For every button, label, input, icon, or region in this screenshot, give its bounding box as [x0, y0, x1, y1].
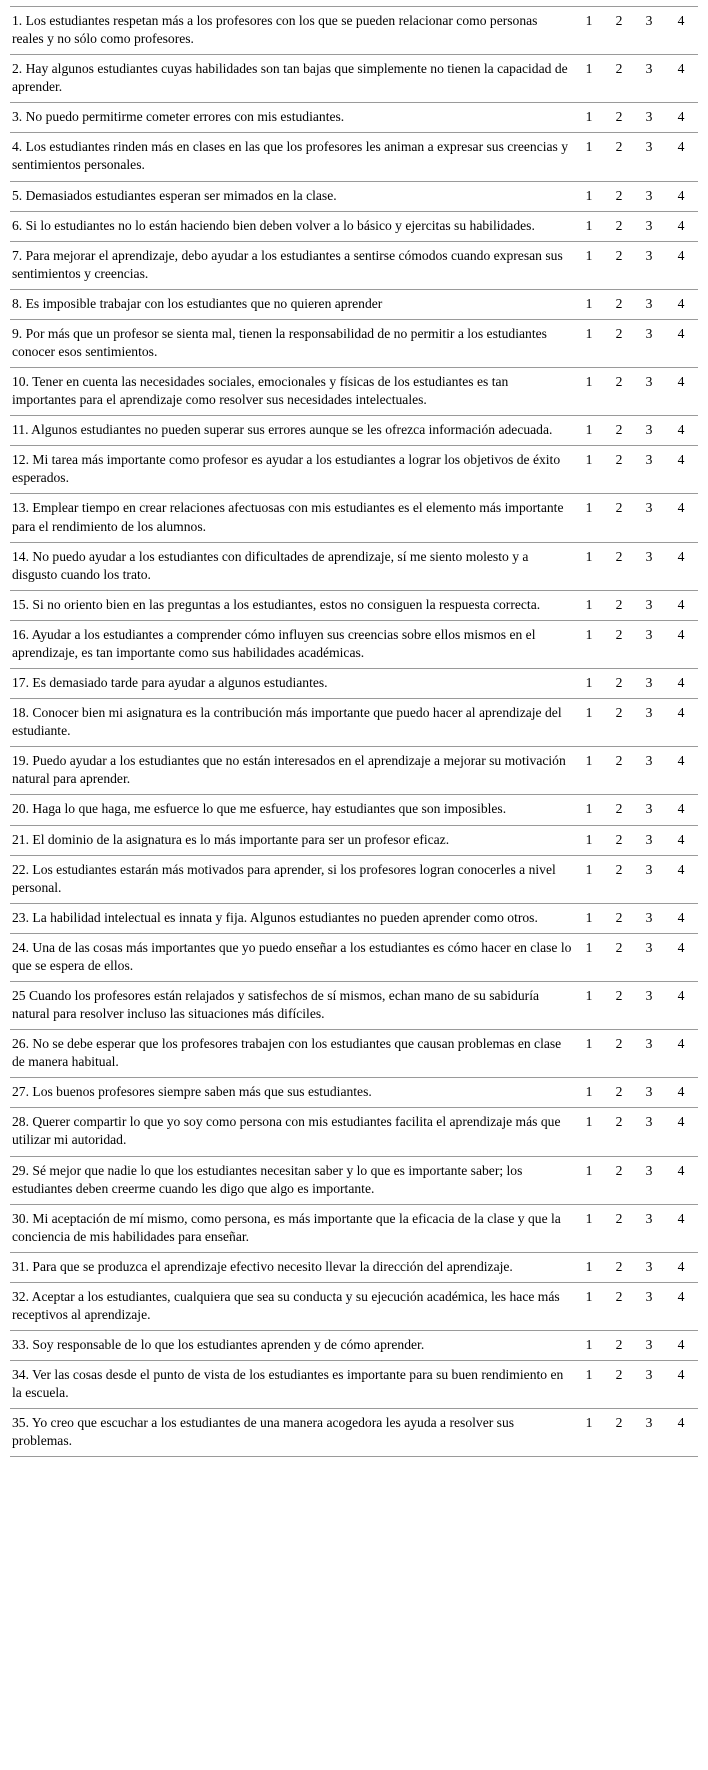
scale-option-3[interactable]: 3: [634, 590, 664, 620]
scale-option-3[interactable]: 3: [634, 1108, 664, 1156]
scale-option-1[interactable]: 1: [574, 181, 604, 211]
scale-option-2[interactable]: 2: [604, 669, 634, 699]
scale-option-1[interactable]: 1: [574, 669, 604, 699]
scale-option-1[interactable]: 1: [574, 241, 604, 289]
question-text: 30. Mi aceptación de mí mismo, como persona, es más importante que la eficacia de la clase y que la conciencia de mis habilidades para enseñar.: [10, 1204, 574, 1252]
table-row: [10, 1252, 698, 1282]
scale-option-4[interactable]: 4: [664, 1282, 698, 1330]
scale-option-1[interactable]: 1: [574, 55, 604, 103]
table-row: [10, 446, 698, 494]
table-row: [10, 416, 698, 446]
scale-option-2[interactable]: 2: [604, 55, 634, 103]
scale-option-2[interactable]: 2: [604, 1282, 634, 1330]
table-row: [10, 1331, 698, 1361]
scale-option-1[interactable]: 1: [574, 416, 604, 446]
scale-option-4[interactable]: 4: [664, 825, 698, 855]
scale-option-4[interactable]: 4: [664, 103, 698, 133]
scale-option-4[interactable]: 4: [664, 1331, 698, 1361]
scale-option-3[interactable]: 3: [634, 446, 664, 494]
scale-option-1[interactable]: 1: [574, 1361, 604, 1409]
scale-option-3[interactable]: 3: [634, 133, 664, 181]
question-text: 5. Demasiados estudiantes esperan ser mimados en la clase.: [10, 181, 574, 211]
scale-option-2[interactable]: 2: [604, 181, 634, 211]
question-text: 32. Aceptar a los estudiantes, cualquiera que sea su conducta y su ejecución académica, les hace más receptivos al aprendizaje.: [10, 1282, 574, 1330]
scale-option-2[interactable]: 2: [604, 1156, 634, 1204]
scale-option-2[interactable]: 2: [604, 103, 634, 133]
scale-option-4[interactable]: 4: [664, 669, 698, 699]
scale-option-2[interactable]: 2: [604, 1108, 634, 1156]
scale-option-2[interactable]: 2: [604, 416, 634, 446]
scale-option-3[interactable]: 3: [634, 903, 664, 933]
scale-option-3[interactable]: 3: [634, 1361, 664, 1409]
scale-option-4[interactable]: 4: [664, 699, 698, 747]
scale-option-3[interactable]: 3: [634, 289, 664, 319]
question-text: 6. Si lo estudiantes no lo están haciendo bien deben volver a lo básico y ejercitas su habilidades.: [10, 211, 574, 241]
scale-option-2[interactable]: 2: [604, 590, 634, 620]
table-row: [10, 1078, 698, 1108]
scale-option-1[interactable]: 1: [574, 446, 604, 494]
question-text: 11. Algunos estudiantes no pueden superar sus errores aunque se les ofrezca información adecuada.: [10, 416, 574, 446]
scale-option-1[interactable]: 1: [574, 368, 604, 416]
scale-option-3[interactable]: 3: [634, 855, 664, 903]
scale-option-3[interactable]: 3: [634, 181, 664, 211]
scale-option-2[interactable]: 2: [604, 289, 634, 319]
scale-option-4[interactable]: 4: [664, 319, 698, 367]
scale-option-1[interactable]: 1: [574, 103, 604, 133]
scale-option-1[interactable]: 1: [574, 795, 604, 825]
question-text: 19. Puedo ayudar a los estudiantes que no están interesados en el aprendizaje a mejorar su motivación natural para aprender.: [10, 747, 574, 795]
table-row: [10, 319, 698, 367]
scale-option-2[interactable]: 2: [604, 1252, 634, 1282]
scale-option-2[interactable]: 2: [604, 241, 634, 289]
table-row: [10, 1361, 698, 1409]
scale-option-4[interactable]: 4: [664, 133, 698, 181]
scale-option-1[interactable]: 1: [574, 1108, 604, 1156]
scale-option-4[interactable]: 4: [664, 795, 698, 825]
scale-option-2[interactable]: 2: [604, 319, 634, 367]
question-text: 13. Emplear tiempo en crear relaciones afectuosas con mis estudiantes es el elemento más importante para el rendimiento de los alumnos.: [10, 494, 574, 542]
scale-option-1[interactable]: 1: [574, 855, 604, 903]
scale-option-3[interactable]: 3: [634, 1030, 664, 1078]
scale-option-1[interactable]: 1: [574, 981, 604, 1029]
scale-option-4[interactable]: 4: [664, 981, 698, 1029]
scale-option-4[interactable]: 4: [664, 933, 698, 981]
question-text: 8. Es imposible trabajar con los estudiantes que no quieren aprender: [10, 289, 574, 319]
scale-option-4[interactable]: 4: [664, 494, 698, 542]
scale-option-4[interactable]: 4: [664, 211, 698, 241]
scale-option-3[interactable]: 3: [634, 747, 664, 795]
scale-option-2[interactable]: 2: [604, 1078, 634, 1108]
question-text: 14. No puedo ayudar a los estudiantes con dificultades de aprendizaje, sí me siento molesto y a disgusto cuando los trato.: [10, 542, 574, 590]
questionnaire-rows: [10, 7, 698, 1457]
table-row: [10, 903, 698, 933]
scale-option-3[interactable]: 3: [634, 933, 664, 981]
table-row: [10, 1282, 698, 1330]
questionnaire-table: [10, 6, 698, 1457]
question-text: 26. No se debe esperar que los profesores trabajen con los estudiantes que causan problemas en clase de manera habitual.: [10, 1030, 574, 1078]
scale-option-2[interactable]: 2: [604, 933, 634, 981]
scale-option-3[interactable]: 3: [634, 795, 664, 825]
scale-option-4[interactable]: 4: [664, 1204, 698, 1252]
scale-option-3[interactable]: 3: [634, 211, 664, 241]
scale-option-3[interactable]: 3: [634, 1156, 664, 1204]
table-row: [10, 669, 698, 699]
table-row: [10, 1108, 698, 1156]
question-text: 1. Los estudiantes respetan más a los profesores con los que se pueden relacionar como personas reales y no sólo como profesores.: [10, 7, 574, 55]
scale-option-2[interactable]: 2: [604, 699, 634, 747]
question-text: 28. Querer compartir lo que yo soy como persona con mis estudiantes facilita el aprendizaje más que utilizar mi autoridad.: [10, 1108, 574, 1156]
scale-option-4[interactable]: 4: [664, 446, 698, 494]
question-text: 27. Los buenos profesores siempre saben más que sus estudiantes.: [10, 1078, 574, 1108]
scale-option-3[interactable]: 3: [634, 368, 664, 416]
table-row: [10, 55, 698, 103]
scale-option-1[interactable]: 1: [574, 1282, 604, 1330]
scale-option-3[interactable]: 3: [634, 1078, 664, 1108]
scale-option-2[interactable]: 2: [604, 133, 634, 181]
scale-option-3[interactable]: 3: [634, 1252, 664, 1282]
scale-option-1[interactable]: 1: [574, 1204, 604, 1252]
scale-option-1[interactable]: 1: [574, 1030, 604, 1078]
table-row: [10, 368, 698, 416]
question-text: 12. Mi tarea más importante como profesor es ayudar a los estudiantes a lograr los objetivos de éxito esperados.: [10, 446, 574, 494]
question-text: 10. Tener en cuenta las necesidades sociales, emocionales y físicas de los estudiantes es tan importantes para el aprendizaje como resolver sus necesidades intelectuales.: [10, 368, 574, 416]
question-text: 22. Los estudiantes estarán más motivados para aprender, si los profesores logran conocerles a nivel personal.: [10, 855, 574, 903]
scale-option-3[interactable]: 3: [634, 669, 664, 699]
question-text: 24. Una de las cosas más importantes que yo puedo enseñar a los estudiantes es cómo hacer en clase lo que se espera de ellos.: [10, 933, 574, 981]
scale-option-4[interactable]: 4: [664, 55, 698, 103]
question-text: 21. El dominio de la asignatura es lo más importante para ser un profesor eficaz.: [10, 825, 574, 855]
scale-option-2[interactable]: 2: [604, 1409, 634, 1457]
question-text: 7. Para mejorar el aprendizaje, debo ayudar a los estudiantes a sentirse cómodos cuando expresan sus sentimientos y creencias.: [10, 241, 574, 289]
question-text: 4. Los estudiantes rinden más en clases en las que los profesores les animan a expresar sus creencias y sentimientos personales.: [10, 133, 574, 181]
scale-option-1[interactable]: 1: [574, 933, 604, 981]
scale-option-2[interactable]: 2: [604, 981, 634, 1029]
scale-option-2[interactable]: 2: [604, 1331, 634, 1361]
scale-option-3[interactable]: 3: [634, 416, 664, 446]
table-row: [10, 620, 698, 668]
scale-option-4[interactable]: 4: [664, 590, 698, 620]
question-text: 34. Ver las cosas desde el punto de vista de los estudiantes es importante para su buen rendimiento en la escuela.: [10, 1361, 574, 1409]
question-text: 23. La habilidad intelectual es innata y fija. Algunos estudiantes no pueden aprender como otros.: [10, 903, 574, 933]
scale-option-2[interactable]: 2: [604, 795, 634, 825]
scale-option-1[interactable]: 1: [574, 1156, 604, 1204]
table-row: [10, 1030, 698, 1078]
scale-option-4[interactable]: 4: [664, 620, 698, 668]
scale-option-2[interactable]: 2: [604, 1030, 634, 1078]
scale-option-3[interactable]: 3: [634, 319, 664, 367]
scale-option-2[interactable]: 2: [604, 494, 634, 542]
scale-option-2[interactable]: 2: [604, 620, 634, 668]
scale-option-1[interactable]: 1: [574, 133, 604, 181]
table-row: [10, 855, 698, 903]
scale-option-1[interactable]: 1: [574, 7, 604, 55]
table-row: [10, 981, 698, 1029]
scale-option-4[interactable]: 4: [664, 241, 698, 289]
scale-option-4[interactable]: 4: [664, 1108, 698, 1156]
scale-option-3[interactable]: 3: [634, 1331, 664, 1361]
table-row: [10, 133, 698, 181]
table-row: [10, 1409, 698, 1457]
scale-option-3[interactable]: 3: [634, 494, 664, 542]
scale-option-1[interactable]: 1: [574, 1409, 604, 1457]
table-row: [10, 933, 698, 981]
scale-option-3[interactable]: 3: [634, 1204, 664, 1252]
scale-option-1[interactable]: 1: [574, 494, 604, 542]
scale-option-1[interactable]: 1: [574, 699, 604, 747]
scale-option-2[interactable]: 2: [604, 1361, 634, 1409]
scale-option-4[interactable]: 4: [664, 855, 698, 903]
scale-option-1[interactable]: 1: [574, 747, 604, 795]
scale-option-1[interactable]: 1: [574, 1252, 604, 1282]
table-row: [10, 7, 698, 55]
scale-option-3[interactable]: 3: [634, 542, 664, 590]
question-text: 29. Sé mejor que nadie lo que los estudiantes necesitan saber y lo que es importante saber; los estudiantes deben creerme cuando les digo que algo es importante.: [10, 1156, 574, 1204]
question-text: 9. Por más que un profesor se sienta mal, tienen la responsabilidad de no permitir a los estudiantes conocer esos sentimientos.: [10, 319, 574, 367]
question-text: 20. Haga lo que haga, me esfuerce lo que me esfuerce, hay estudiantes que son imposibles.: [10, 795, 574, 825]
scale-option-2[interactable]: 2: [604, 211, 634, 241]
table-row: [10, 699, 698, 747]
scale-option-3[interactable]: 3: [634, 7, 664, 55]
scale-option-1[interactable]: 1: [574, 542, 604, 590]
scale-option-4[interactable]: 4: [664, 368, 698, 416]
scale-option-2[interactable]: 2: [604, 542, 634, 590]
table-row: [10, 1156, 698, 1204]
scale-option-1[interactable]: 1: [574, 1331, 604, 1361]
table-row: [10, 211, 698, 241]
scale-option-4[interactable]: 4: [664, 181, 698, 211]
scale-option-4[interactable]: 4: [664, 289, 698, 319]
scale-option-3[interactable]: 3: [634, 1409, 664, 1457]
scale-option-4[interactable]: 4: [664, 747, 698, 795]
scale-option-4[interactable]: 4: [664, 903, 698, 933]
question-text: 3. No puedo permitirme cometer errores con mis estudiantes.: [10, 103, 574, 133]
scale-option-2[interactable]: 2: [604, 903, 634, 933]
scale-option-3[interactable]: 3: [634, 241, 664, 289]
scale-option-2[interactable]: 2: [604, 747, 634, 795]
scale-option-2[interactable]: 2: [604, 1204, 634, 1252]
scale-option-2[interactable]: 2: [604, 7, 634, 55]
question-text: 25 Cuando los profesores están relajados y satisfechos de sí mismos, echan mano de su sabiduría natural para resolver incluso las situaciones más difíciles.: [10, 981, 574, 1029]
scale-option-4[interactable]: 4: [664, 542, 698, 590]
scale-option-3[interactable]: 3: [634, 103, 664, 133]
scale-option-3[interactable]: 3: [634, 699, 664, 747]
scale-option-1[interactable]: 1: [574, 1078, 604, 1108]
scale-option-1[interactable]: 1: [574, 590, 604, 620]
table-row: [10, 289, 698, 319]
scale-option-4[interactable]: 4: [664, 1078, 698, 1108]
scale-option-4[interactable]: 4: [664, 1156, 698, 1204]
scale-option-3[interactable]: 3: [634, 55, 664, 103]
table-row: [10, 181, 698, 211]
question-text: 16. Ayudar a los estudiantes a comprender cómo influyen sus creencias sobre ellos mismos en el aprendizaje, es tan importante como sus habilidades académicas.: [10, 620, 574, 668]
scale-option-4[interactable]: 4: [664, 1361, 698, 1409]
question-text: 35. Yo creo que escuchar a los estudiantes de una manera acogedora les ayuda a resolver sus problemas.: [10, 1409, 574, 1457]
scale-option-3[interactable]: 3: [634, 981, 664, 1029]
scale-option-1[interactable]: 1: [574, 825, 604, 855]
table-row: [10, 825, 698, 855]
scale-option-1[interactable]: 1: [574, 319, 604, 367]
table-row: [10, 1204, 698, 1252]
scale-option-3[interactable]: 3: [634, 825, 664, 855]
scale-option-3[interactable]: 3: [634, 1282, 664, 1330]
scale-option-4[interactable]: 4: [664, 1030, 698, 1078]
scale-option-1[interactable]: 1: [574, 903, 604, 933]
scale-option-2[interactable]: 2: [604, 825, 634, 855]
scale-option-1[interactable]: 1: [574, 289, 604, 319]
table-row: [10, 103, 698, 133]
table-row: [10, 542, 698, 590]
table-row: [10, 795, 698, 825]
question-text: 33. Soy responsable de lo que los estudiantes aprenden y de cómo aprender.: [10, 1331, 574, 1361]
scale-option-2[interactable]: 2: [604, 446, 634, 494]
scale-option-3[interactable]: 3: [634, 620, 664, 668]
scale-option-4[interactable]: 4: [664, 7, 698, 55]
scale-option-2[interactable]: 2: [604, 368, 634, 416]
question-text: 2. Hay algunos estudiantes cuyas habilidades son tan bajas que simplemente no tienen la capacidad de aprender.: [10, 55, 574, 103]
table-row: [10, 494, 698, 542]
scale-option-1[interactable]: 1: [574, 211, 604, 241]
scale-option-4[interactable]: 4: [664, 1252, 698, 1282]
scale-option-2[interactable]: 2: [604, 855, 634, 903]
scale-option-4[interactable]: 4: [664, 1409, 698, 1457]
scale-option-1[interactable]: 1: [574, 620, 604, 668]
question-text: 15. Si no oriento bien en las preguntas a los estudiantes, estos no consiguen la respuesta correcta.: [10, 590, 574, 620]
table-row: [10, 590, 698, 620]
table-row: [10, 241, 698, 289]
question-text: 31. Para que se produzca el aprendizaje efectivo necesito llevar la dirección del aprendizaje.: [10, 1252, 574, 1282]
question-text: 18. Conocer bien mi asignatura es la contribución más importante que puedo hacer al aprendizaje del estudiante.: [10, 699, 574, 747]
table-row: [10, 747, 698, 795]
scale-option-4[interactable]: 4: [664, 416, 698, 446]
question-text: 17. Es demasiado tarde para ayudar a algunos estudiantes.: [10, 669, 574, 699]
